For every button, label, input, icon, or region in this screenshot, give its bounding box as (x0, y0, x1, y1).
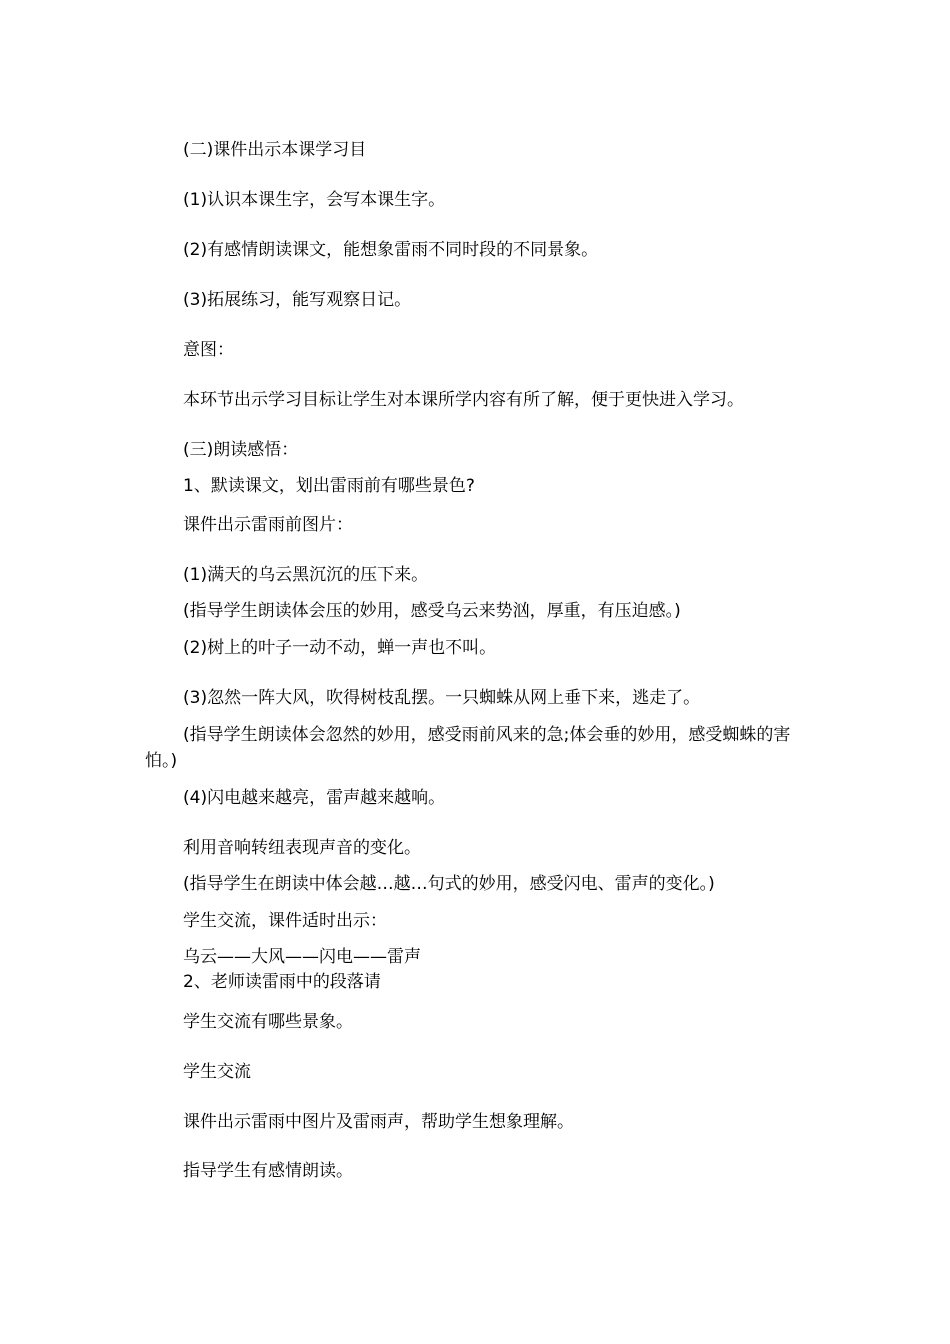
paragraph-scene-1: (1)满天的乌云黑沉沉的压下来。 (183, 565, 429, 585)
paragraph-guided-reading: 指导学生有感情朗读。 (183, 1161, 353, 1181)
paragraph-intent-text: 本环节出示学习目标让学生对本课所学内容有所了解，便于更快进入学习。 (183, 390, 744, 410)
paragraph-scene-2: (2)树上的叶子一动不动，蝉一声也不叫。 (183, 638, 497, 658)
paragraph-task-1: 1、默读课文，划出雷雨前有哪些景色? (183, 476, 475, 496)
paragraph-sequence: 乌云——大风——闪电——雷声 (183, 947, 421, 967)
paragraph-objective-3: (3)拓展练习，能写观察日记。 (183, 290, 412, 310)
paragraph-rain-pictures: 课件出示雷雨中图片及雷雨声，帮助学生想象理解。 (183, 1112, 574, 1132)
paragraph-guidance-2: (指导学生朗读体会忽然的妙用，感受雨前风来的急;体会垂的妙用，感受蜘蛛的害怕。) (145, 725, 791, 771)
paragraph-objective-2: (2)有感情朗读课文，能想象雷雨不同时段的不同景象。 (183, 240, 599, 260)
section-heading-reading: (三)朗读感悟： (183, 440, 299, 460)
paragraph-before-rain-pictures: 课件出示雷雨前图片： (183, 515, 353, 535)
paragraph-student-exchange-1: 学生交流，课件适时出示： (183, 911, 387, 931)
paragraph-objective-1: (1)认识本课生字，会写本课生字。 (183, 190, 446, 210)
paragraph-scene-3: (3)忽然一阵大风，吹得树枝乱摆。一只蜘蛛从网上垂下来，逃走了。 (183, 688, 701, 708)
paragraph-student-scenes: 学生交流有哪些景象。 (183, 1012, 353, 1032)
section-heading-objectives: (二)课件出示本课学习目 (183, 140, 367, 160)
paragraph-sound-change: 利用音响转纽表现声音的变化。 (183, 838, 421, 858)
paragraph-student-exchange-2: 学生交流 (183, 1062, 251, 1082)
paragraph-scene-4: (4)闪电越来越亮，雷声越来越响。 (183, 788, 446, 808)
paragraph-guidance-3: (指导学生在朗读中体会越…越…句式的妙用，感受闪电、雷声的变化。) (183, 874, 715, 894)
paragraph-guidance-1: (指导学生朗读体会压的妙用，感受乌云来势汹，厚重，有压迫感。) (183, 601, 681, 621)
paragraph-task-2: 2、老师读雷雨中的段落请 (183, 972, 381, 992)
paragraph-intent-label: 意图： (183, 340, 234, 360)
